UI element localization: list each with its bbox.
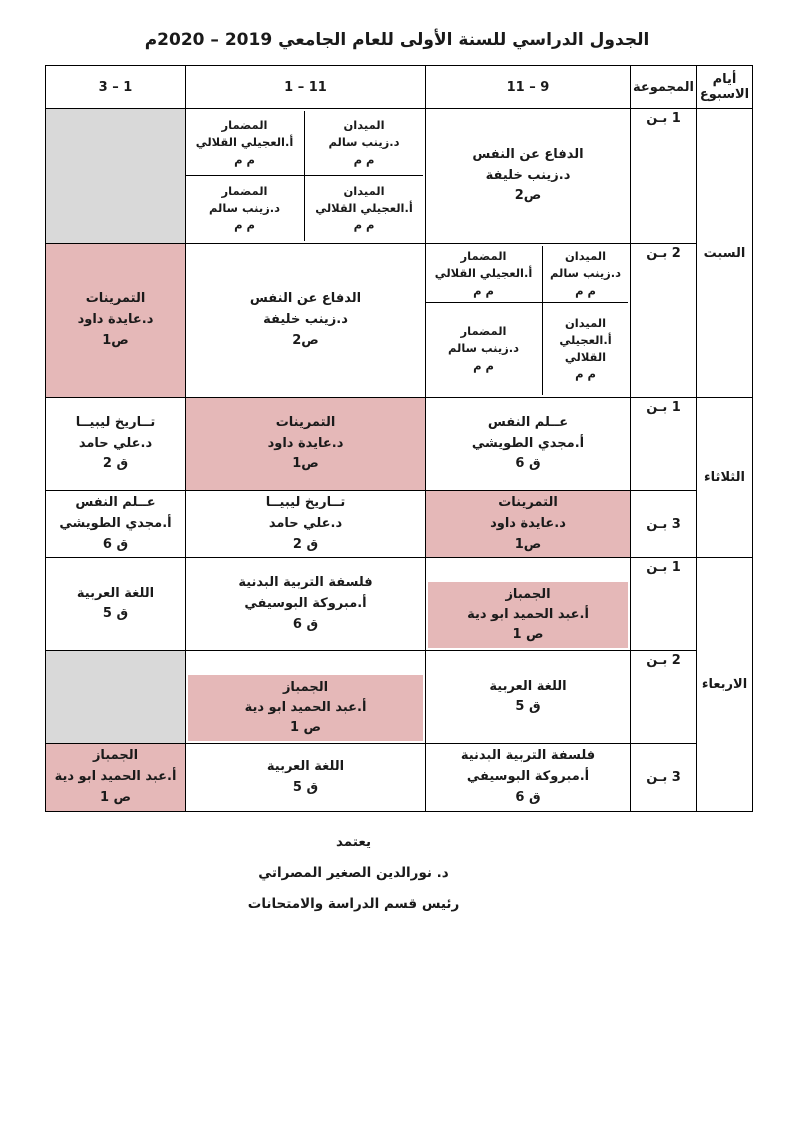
cell-wed-g2-gym — [186, 651, 426, 744]
text-line: تــاريخ ليبيــا — [265, 495, 346, 510]
text-line: أ.عبد الحميد ابو دية — [244, 700, 367, 716]
text-line: ص 1 — [512, 627, 544, 643]
header-row — [46, 66, 753, 109]
text-line: ق 5 — [292, 779, 319, 795]
text-line: د.زينب سالم — [447, 341, 520, 356]
row-wednesday-g1 — [46, 558, 753, 651]
text-line: ص2 — [514, 188, 542, 204]
text-line: أ.مجدي الطويشي — [59, 515, 172, 531]
cell-wed-g2-arabic — [426, 651, 631, 744]
text-line: أ.مبروكة البوسيفي — [466, 769, 590, 785]
row-wednesday-g2 — [46, 651, 753, 744]
subcell-maidan-salem — [542, 246, 628, 303]
text-line: ق 5 — [515, 699, 541, 715]
subcell-maidan-ajili — [304, 176, 423, 241]
cell-wed-g3-gym — [46, 744, 186, 811]
text-line: فلسفة التربية البدنية — [460, 748, 596, 764]
group-cell-wed-1: 1 بـن — [631, 558, 697, 651]
text-line: م م — [353, 218, 375, 233]
approver-role: رئيس قسم الدراسة والامتحانات — [247, 895, 460, 912]
day-saturday: السبت — [697, 109, 753, 398]
text-line: م م — [575, 283, 596, 298]
subcell-midmar-salem — [426, 303, 543, 395]
col-header-11-1: 1 – 11 — [186, 66, 426, 109]
text-line: الميدان — [343, 118, 385, 133]
day-wednesday: الاربعاء — [697, 558, 753, 811]
cell-wed-g3-philosophy — [426, 744, 631, 811]
cell-wed-g1-gym — [426, 558, 631, 651]
cell-sat-g2-field-track — [426, 244, 631, 398]
text-line: عــلم النفس — [487, 414, 569, 430]
text-line: ق 6 — [102, 536, 129, 552]
text-line: أ.عبد الحميد ابو دية — [467, 607, 589, 623]
cell-tue-g3-tamrinat — [426, 491, 631, 558]
gym-pink-block — [428, 582, 628, 648]
text-line: اللغة العربية — [489, 678, 567, 694]
subcell-midmar-ajili — [426, 246, 543, 303]
text-line: أ.عبد الحميد ابو دية — [54, 769, 177, 785]
text-line: التمرينات — [85, 291, 146, 307]
text-line: ص1 — [102, 332, 129, 348]
text-line: د.عايدة داود — [267, 435, 344, 451]
text-line: المضمار — [221, 183, 268, 198]
text-line: ق 5 — [102, 606, 129, 622]
text-line: اللغة العربية — [76, 585, 155, 601]
subgrid-sat-g2 — [428, 246, 628, 395]
cell-sat-g1-empty — [46, 109, 186, 244]
cell-sat-g1-defense — [426, 109, 631, 244]
text-line: م م — [473, 283, 494, 298]
text-line: الدفاع عن النفس — [249, 291, 362, 307]
subcell-midmar-salem — [186, 176, 305, 241]
row-wednesday-g3 — [46, 744, 753, 811]
text-line: د.زينب سالم — [328, 135, 400, 150]
text-line: المضمار — [460, 324, 507, 339]
text-line: د.عايدة داود — [77, 312, 154, 328]
text-line: تــاريخ ليبيــا — [75, 414, 156, 430]
schedule-table — [45, 65, 753, 812]
text-line: أ.مجدي الطويشي — [471, 435, 585, 451]
cell-tue-g3-psychology — [46, 491, 186, 558]
text-line: م م — [353, 152, 375, 167]
col-header-days: أيام الاسبوع — [697, 66, 753, 109]
gym-pink-block — [188, 675, 423, 741]
text-line: المضمار — [460, 249, 507, 264]
col-header-1-3: 3 – 1 — [46, 66, 186, 109]
text-line: م م — [473, 358, 494, 373]
text-line: ص1 — [514, 536, 542, 552]
text-line: ق 6 — [515, 456, 541, 472]
text-line: الميدان — [343, 183, 385, 198]
cell-tue-g1-tamrinat — [186, 398, 426, 491]
approval-footer — [0, 834, 707, 912]
subcell-maidan-ajili — [542, 303, 628, 395]
day-tuesday: الثلاثاء — [697, 398, 753, 558]
text-line: د.عايدة داود — [490, 515, 566, 531]
text-line: الميدان — [564, 315, 607, 330]
gym-inset-wrap — [188, 653, 423, 741]
cell-wed-g3-arabic — [186, 744, 426, 811]
text-line: أ.العجيلي القلالي — [315, 200, 413, 215]
cell-tue-g3-history — [186, 491, 426, 558]
subcell-maidan-salem — [304, 111, 423, 176]
text-line: ق 6 — [292, 616, 319, 632]
col-header-group: المجموعة — [631, 66, 697, 109]
subcell-midmar-ajili — [186, 111, 305, 176]
text-line: الجمباز — [505, 587, 551, 603]
row-saturday-g2 — [46, 244, 753, 398]
cell-sat-g2-defense — [186, 244, 426, 398]
text-line: د.زينب سالم — [208, 200, 281, 215]
text-line: ق 6 — [515, 789, 541, 805]
group-cell-wed-2: 2 بـن — [631, 651, 697, 744]
row-tuesday-g3 — [46, 491, 753, 558]
cell-sat-g2-tamrinat — [46, 244, 186, 398]
group-cell-sat-2: 2 بـن — [631, 244, 697, 398]
text-line: الميدان — [564, 249, 607, 264]
text-line: عــلم النفس — [75, 495, 156, 510]
text-line: م م — [234, 218, 255, 233]
group-cell-tue-3: 3 بـن — [631, 491, 697, 558]
text-line: م م — [575, 367, 596, 382]
text-line: المضمار — [221, 118, 268, 133]
text-line: ص 1 — [289, 720, 322, 736]
text-line: د.علي حامد — [268, 515, 343, 531]
cell-wed-g1-philosophy — [186, 558, 426, 651]
approval-word: يعتمد — [335, 833, 372, 850]
group-cell-tue-1: 1 بـن — [631, 398, 697, 491]
text-line: الجمباز — [282, 680, 329, 696]
col-header-9-11: 11 – 9 — [426, 66, 631, 109]
text-line: ص2 — [292, 332, 319, 348]
text-line: أ.العجيلي القلالي — [195, 135, 294, 150]
text-line: أ.مبروكة البوسيفي — [244, 595, 367, 611]
subgrid-sat-g1 — [188, 111, 423, 241]
text-line: الجمباز — [92, 748, 139, 764]
cell-wed-g2-empty — [46, 651, 186, 744]
page-title: الجدول الدراسي للسنة الأولى للعام الجامعي 2019 – 2020م — [144, 30, 650, 50]
text-line: ص 1 — [99, 789, 132, 805]
text-line: اللغة العربية — [266, 758, 345, 774]
cell-sat-g1-field-track — [186, 109, 426, 244]
cell-wed-g1-arabic — [46, 558, 186, 651]
text-line: ق 2 — [292, 536, 319, 552]
cell-tue-g1-psychology — [426, 398, 631, 491]
text-line: د.زينب خليفة — [485, 167, 571, 183]
text-line: د.زينب خليفة — [263, 312, 348, 328]
group-cell-sat-1: 1 بـن — [631, 109, 697, 244]
text-line: م م — [234, 152, 255, 167]
approver-name: د. نورالدين الصغير المصراتي — [258, 864, 449, 881]
group-cell-wed-3: 3 بـن — [631, 744, 697, 811]
text-line: الدفاع عن النفس — [472, 146, 584, 162]
cell-tue-g1-history — [46, 398, 186, 491]
row-tuesday-g1 — [46, 398, 753, 491]
text-line: ص1 — [292, 456, 319, 472]
text-line: أ.العجيلي القلالي — [559, 332, 612, 364]
gym-inset-wrap — [428, 560, 628, 648]
text-line: د.زينب سالم — [549, 266, 622, 281]
text-line: ق 2 — [102, 456, 129, 472]
text-line: د.علي حامد — [78, 435, 153, 451]
text-line: فلسفة التربية البدنية — [238, 575, 373, 591]
text-line: التمرينات — [275, 414, 336, 430]
text-line: التمرينات — [498, 495, 558, 510]
row-saturday-g1 — [46, 109, 753, 244]
text-line: أ.العجيلي القلالي — [434, 266, 533, 281]
